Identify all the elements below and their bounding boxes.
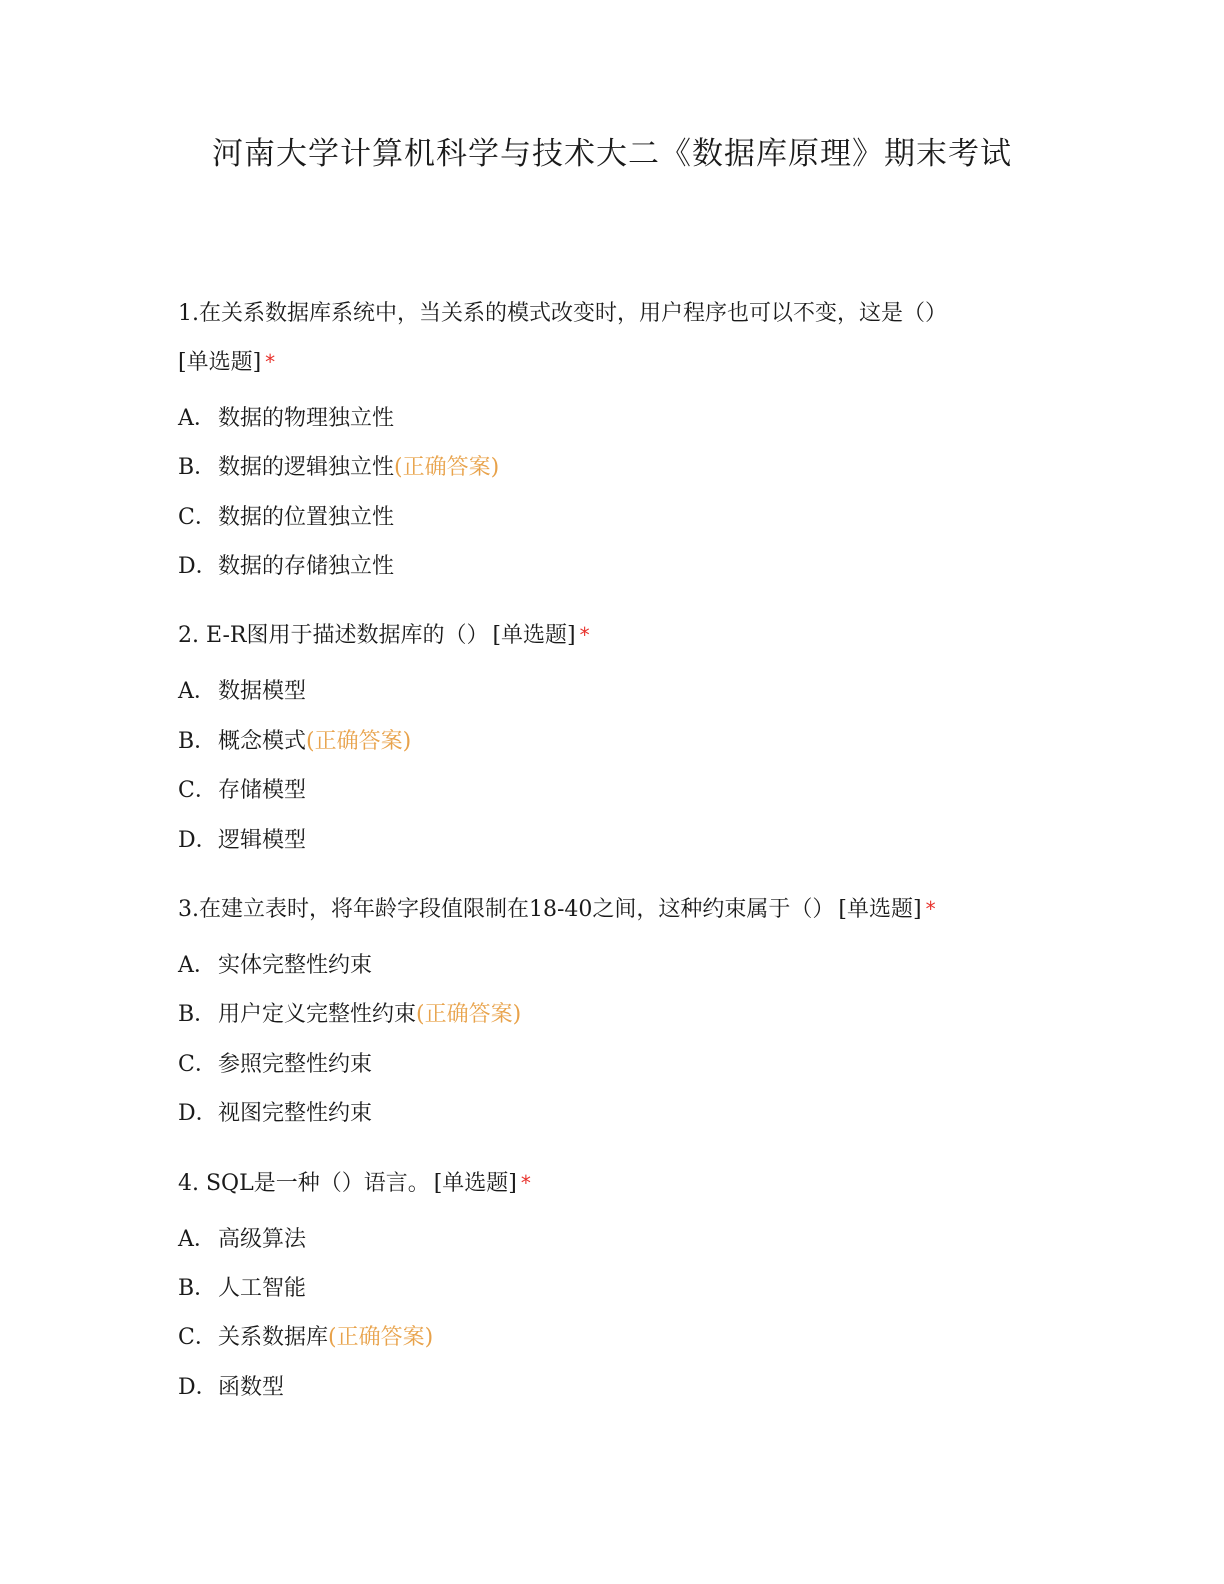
question-3-option-c[interactable]: [178, 1049, 372, 1081]
question-3-option-b[interactable]: [178, 999, 521, 1031]
question-2-option-a[interactable]: [178, 676, 306, 708]
option-text: 函数型: [218, 1375, 285, 1400]
question-3-text: 3.在建立表时，将年龄字段值限制在18-40之间，这种约束属于（）: [178, 897, 835, 922]
question-4-option-a[interactable]: [178, 1224, 306, 1256]
question-1-text: 1.在关系数据库系统中，当关系的模式改变时，用户程序也可以不变，这是（）: [178, 301, 947, 326]
option-text: 数据的物理独立性: [218, 406, 395, 431]
option-letter: C．: [178, 778, 217, 803]
option-text: 数据的位置独立性: [218, 505, 395, 530]
question-4-required-star: *: [520, 1171, 531, 1195]
option-letter: C．: [178, 1325, 217, 1350]
option-text: 人工智能: [218, 1276, 307, 1301]
option-letter: A．: [178, 406, 216, 431]
question-1-option-a[interactable]: [178, 403, 394, 435]
question-1-stem: [178, 298, 947, 330]
question-1-type-line: [178, 346, 275, 379]
option-letter: D．: [178, 828, 218, 853]
option-letter: B．: [178, 455, 217, 480]
option-text: 视图完整性约束: [218, 1101, 373, 1126]
option-letter: C．: [178, 505, 217, 530]
option-text: 参照完整性约束: [218, 1052, 373, 1077]
question-1-option-d[interactable]: [178, 551, 394, 583]
option-text: 数据模型: [218, 679, 307, 704]
option-text: 高级算法: [218, 1227, 307, 1252]
option-text: 逻辑模型: [218, 828, 307, 853]
question-2-stem: [178, 619, 590, 652]
question-3-stem: [178, 893, 936, 926]
exam-title: 河南大学计算机科学与技术大二《数据库原理》期末考试: [212, 136, 1012, 172]
question-1-type: [单选题]: [178, 350, 262, 375]
correct-answer-tag: (正确答案): [306, 729, 412, 754]
option-letter: A．: [178, 953, 216, 978]
option-text: 数据的逻辑独立性: [218, 455, 395, 480]
option-text: 用户定义完整性约束: [218, 1002, 417, 1027]
question-1-option-b[interactable]: [178, 452, 499, 484]
question-4-stem: [178, 1167, 531, 1200]
question-2-type: [单选题]: [492, 623, 576, 648]
question-4-option-d[interactable]: [178, 1372, 284, 1404]
option-text: 概念模式: [218, 729, 307, 754]
question-4-option-b[interactable]: [178, 1273, 306, 1305]
correct-answer-tag: (正确答案): [416, 1002, 522, 1027]
question-2-required-star: *: [579, 623, 590, 647]
option-letter: D．: [178, 1375, 218, 1400]
question-3-option-a[interactable]: [178, 950, 372, 982]
question-1-option-c[interactable]: [178, 502, 394, 534]
correct-answer-tag: (正确答案): [328, 1325, 434, 1350]
question-3-type: [单选题]: [838, 897, 922, 922]
option-letter: B．: [178, 1002, 217, 1027]
option-letter: D．: [178, 554, 218, 579]
option-letter: B．: [178, 729, 217, 754]
question-4-text: 4. SQL是一种（）语言。: [178, 1171, 430, 1196]
option-text: 存储模型: [218, 778, 307, 803]
option-letter: B．: [178, 1276, 217, 1301]
question-2-option-d[interactable]: [178, 825, 306, 857]
option-letter: C．: [178, 1052, 217, 1077]
question-2-text: 2. E-R图用于描述数据库的（）: [178, 623, 489, 648]
question-3-required-star: *: [925, 897, 936, 921]
option-text: 关系数据库: [218, 1325, 329, 1350]
option-text: 数据的存储独立性: [218, 554, 395, 579]
question-2-option-b[interactable]: [178, 726, 411, 758]
question-4-type: [单选题]: [433, 1171, 517, 1196]
question-4-option-c[interactable]: [178, 1322, 433, 1354]
option-letter: A．: [178, 1227, 216, 1252]
option-letter: D．: [178, 1101, 218, 1126]
question-2-option-c[interactable]: [178, 775, 306, 807]
question-1-required-star: *: [265, 350, 276, 374]
option-letter: A．: [178, 679, 216, 704]
question-3-option-d[interactable]: [178, 1098, 372, 1130]
option-text: 实体完整性约束: [218, 953, 373, 978]
correct-answer-tag: (正确答案): [394, 455, 500, 480]
